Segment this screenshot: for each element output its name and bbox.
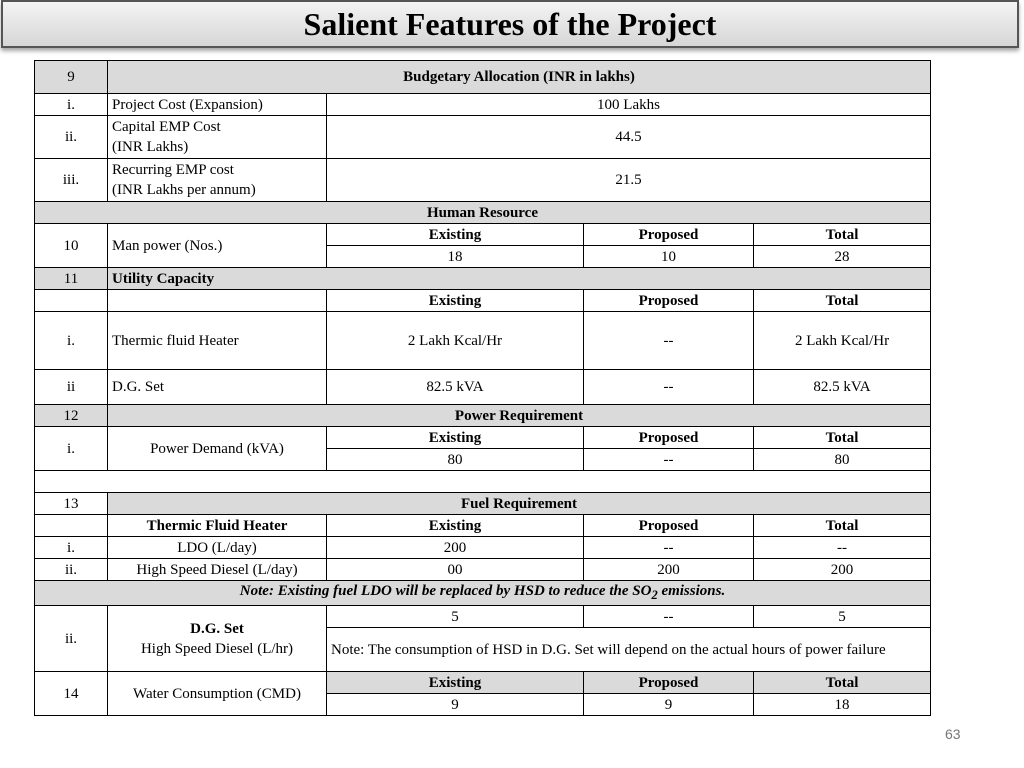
table-row [35, 159, 931, 202]
row-value: 44.5 [327, 116, 931, 159]
column-header-existing: Existing [327, 672, 584, 694]
existing-value: 9 [327, 694, 584, 716]
fuel-note-row [35, 581, 931, 606]
row-label [108, 159, 327, 202]
table-row [35, 94, 931, 116]
row-number: 13 [35, 493, 108, 515]
fuel-note [35, 581, 931, 606]
row-number: 12 [35, 405, 108, 427]
table-row [35, 672, 931, 694]
row-index: ii. [35, 559, 108, 581]
row-label: Project Cost (Expansion) [108, 94, 327, 116]
salient-features-table [34, 60, 931, 716]
section-header: Utility Capacity [108, 268, 931, 290]
column-header-existing: Existing [327, 427, 584, 449]
column-header-proposed: Proposed [584, 224, 754, 246]
row-index: ii. [35, 606, 108, 672]
note-text: emissions. [657, 583, 726, 599]
total-value: 2 Lakh Kcal/Hr [754, 312, 931, 370]
proposed-value: -- [584, 537, 754, 559]
row-value: 21.5 [327, 159, 931, 202]
column-header-existing: Existing [327, 515, 584, 537]
row-label: D.G. Set [108, 370, 327, 405]
empty-cell [35, 290, 108, 312]
label-line: (INR Lakhs per annum) [112, 182, 256, 198]
existing-value: 00 [327, 559, 584, 581]
existing-value: 200 [327, 537, 584, 559]
row-index: iii. [35, 159, 108, 202]
row-index: i. [35, 537, 108, 559]
column-header-total: Total [754, 290, 931, 312]
total-value: 5 [754, 606, 931, 628]
section-header: Human Resource [35, 202, 931, 224]
proposed-value: -- [584, 449, 754, 471]
row-number: 10 [35, 224, 108, 268]
column-header-proposed: Proposed [584, 515, 754, 537]
row-value: 100 Lakhs [327, 94, 931, 116]
total-value: -- [754, 537, 931, 559]
section-header: Power Requirement [108, 405, 931, 427]
table-row [35, 224, 931, 246]
proposed-value: 10 [584, 246, 754, 268]
table-row [35, 116, 931, 159]
empty-cell [35, 515, 108, 537]
note-text: Note: Existing fuel LDO will be replaced by HSD to reduce the SO [239, 583, 652, 599]
column-header-total: Total [754, 224, 931, 246]
proposed-value: -- [584, 370, 754, 405]
table-row [35, 537, 931, 559]
page-number: 63 [945, 726, 961, 742]
spacer-row [35, 471, 931, 493]
column-header-existing: Existing [327, 290, 584, 312]
dg-note: Note: The consumption of HSD in D.G. Set will depend on the actual hours of power failure [327, 628, 931, 672]
table-row [35, 427, 931, 449]
column-header-existing: Existing [327, 224, 584, 246]
total-value: 28 [754, 246, 931, 268]
existing-value: 80 [327, 449, 584, 471]
fuel-header-row [35, 493, 931, 515]
table-row [35, 515, 931, 537]
column-header-proposed: Proposed [584, 290, 754, 312]
table-row [35, 370, 931, 405]
column-header-total: Total [754, 672, 931, 694]
label-line: High Speed Diesel (L/hr) [140, 640, 294, 657]
section-header: Fuel Requirement [108, 493, 931, 515]
existing-value: 82.5 kVA [327, 370, 584, 405]
row-label: Man power (Nos.) [108, 224, 327, 268]
existing-value: 5 [327, 606, 584, 628]
note-subscript: 2 [651, 588, 658, 602]
power-header-row [35, 405, 931, 427]
table-row [35, 559, 931, 581]
row-index: i. [35, 312, 108, 370]
human-resource-header-row [35, 202, 931, 224]
empty-cell [108, 290, 327, 312]
total-value: 200 [754, 559, 931, 581]
row-number: 14 [35, 672, 108, 716]
page-title: Salient Features of the Project [303, 5, 717, 42]
row-label [108, 606, 327, 672]
utility-header-row [35, 268, 931, 290]
table-row [35, 606, 931, 628]
empty-cell [35, 471, 931, 493]
row-label: Power Demand (kVA) [108, 427, 327, 471]
column-header-total: Total [754, 427, 931, 449]
row-index: i. [35, 427, 108, 471]
label-line: Recurring EMP cost [112, 162, 234, 178]
row-index: ii [35, 370, 108, 405]
row-number: 11 [35, 268, 108, 290]
column-header-proposed: Proposed [584, 427, 754, 449]
row-label: High Speed Diesel (L/day) [108, 559, 327, 581]
proposed-value: 9 [584, 694, 754, 716]
column-header-proposed: Proposed [584, 672, 754, 694]
sub-header-label: Thermic Fluid Heater [108, 515, 327, 537]
column-header-total: Total [754, 515, 931, 537]
row-index: ii. [35, 116, 108, 159]
title-bar [1, 0, 1019, 48]
table-row [35, 290, 931, 312]
label-line: Capital EMP Cost [112, 119, 221, 135]
row-number: 9 [35, 61, 108, 94]
row-label: LDO (L/day) [108, 537, 327, 559]
table-row [35, 312, 931, 370]
proposed-value: -- [584, 606, 754, 628]
total-value: 80 [754, 449, 931, 471]
existing-value: 2 Lakh Kcal/Hr [327, 312, 584, 370]
total-value: 18 [754, 694, 931, 716]
proposed-value: 200 [584, 559, 754, 581]
label-line: D.G. Set [190, 620, 244, 637]
section-header: Budgetary Allocation (INR in lakhs) [108, 61, 931, 94]
existing-value: 18 [327, 246, 584, 268]
row-label: Thermic fluid Heater [108, 312, 327, 370]
total-value: 82.5 kVA [754, 370, 931, 405]
row-index: i. [35, 94, 108, 116]
row-label: Water Consumption (CMD) [108, 672, 327, 716]
proposed-value: -- [584, 312, 754, 370]
label-line: (INR Lakhs) [112, 139, 189, 155]
row-label [108, 116, 327, 159]
budget-header-row [35, 61, 931, 94]
